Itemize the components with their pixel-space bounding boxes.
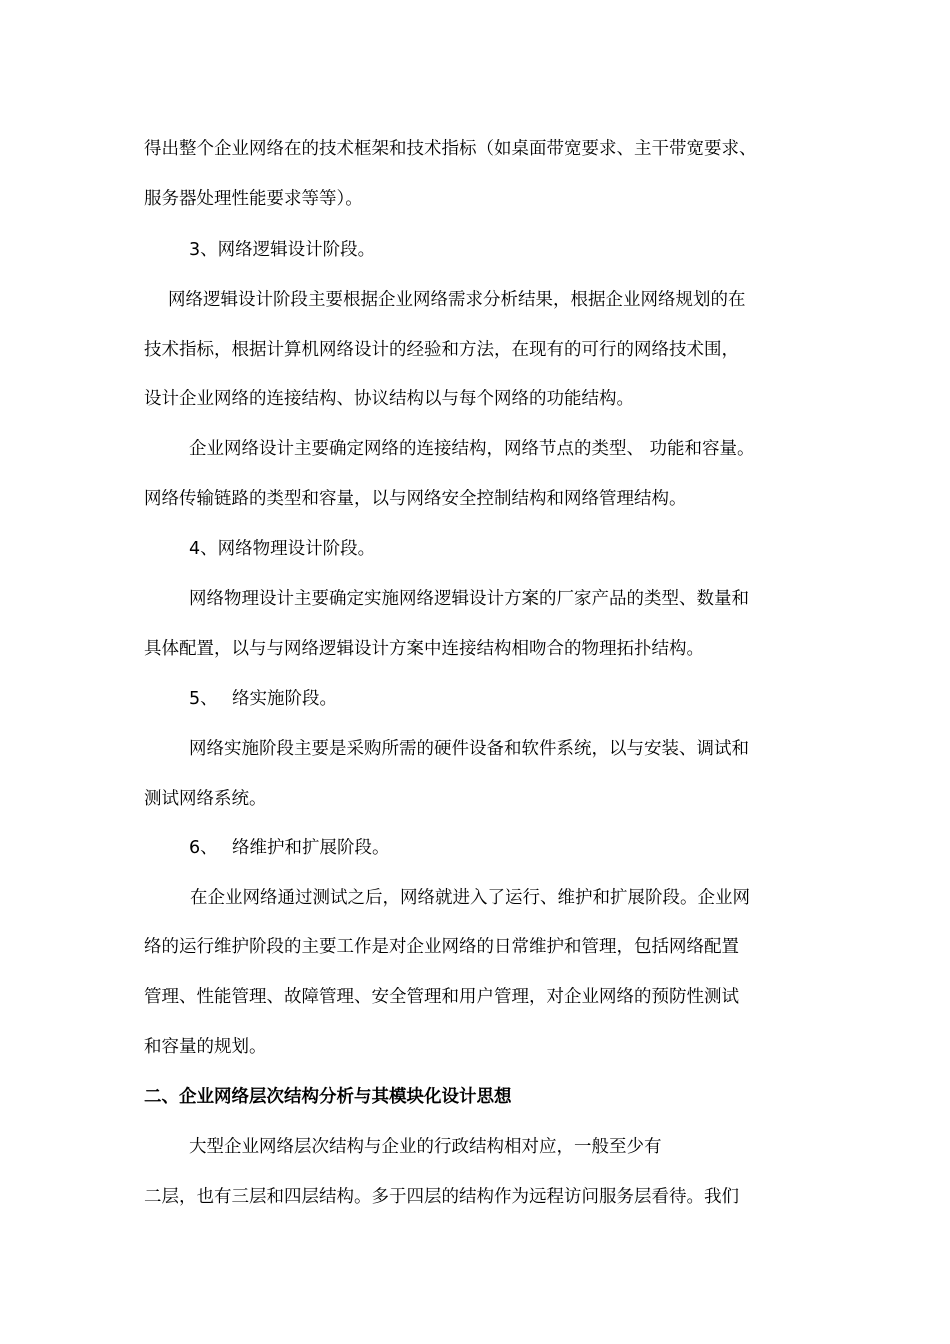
text-line: 络的运行维护阶段的主要工作是对企业网络的日常维护和管理，包括网络配置 [144, 937, 739, 957]
text-line: 企业网络设计主要确定网络的连接结构，网络节点的类型、 功能和容量。 [189, 439, 755, 459]
text-line: 大型企业网络层次结构与企业的行政结构相对应，一般至少有 [189, 1137, 662, 1157]
section-heading: 5、 络实施阶段。 [189, 689, 337, 709]
text-line: 测试网络系统。 [144, 789, 267, 809]
text-line: 网络物理设计主要确定实施网络逻辑设计方案的厂家产品的类型、数量和 [189, 589, 749, 609]
text-line: 网络实施阶段主要是采购所需的硬件设备和软件系统，以与安装、调试和 [189, 739, 749, 759]
text-line: 管理、性能管理、故障管理、安全管理和用户管理，对企业网络的预防性测试 [144, 987, 739, 1007]
text-line: 技术指标，根据计算机网络设计的经验和方法，在现有的可行的网络技术围， [144, 340, 739, 360]
text-line: 和容量的规划。 [144, 1037, 267, 1057]
text-line: 具体配置，以与与网络逻辑设计方案中连接结构相吻合的物理拓扑结构。 [144, 639, 704, 659]
text-line: 网络传输链路的类型和容量，以与网络安全控制结构和网络管理结构。 [144, 489, 687, 509]
text-line: 在企业网络通过测试之后，网络就进入了运行、维护和扩展阶段。企业网 [190, 888, 750, 908]
text-line: 设计企业网络的连接结构、协议结构以与每个网络的功能结构。 [144, 389, 634, 409]
text-line: 服务器处理性能要求等等）。 [144, 189, 363, 209]
text-line: 二层，也有三层和四层结构。多于四层的结构作为远程访问服务层看待。我们 [144, 1187, 739, 1207]
text-line: 网络逻辑设计阶段主要根据企业网络需求分析结果，根据企业网络规划的在 [168, 290, 746, 310]
section-heading: 4、网络物理设计阶段。 [189, 539, 376, 559]
section-heading: 3、网络逻辑设计阶段。 [189, 240, 376, 260]
section-heading: 6、 络维护和扩展阶段。 [189, 838, 390, 858]
text-line: 得出整个企业网络在的技术框架和技术指标（如桌面带宽要求、主干带宽要求、 [144, 139, 757, 159]
chapter-heading: 二、企业网络层次结构分析与其模块化设计思想 [144, 1087, 512, 1107]
